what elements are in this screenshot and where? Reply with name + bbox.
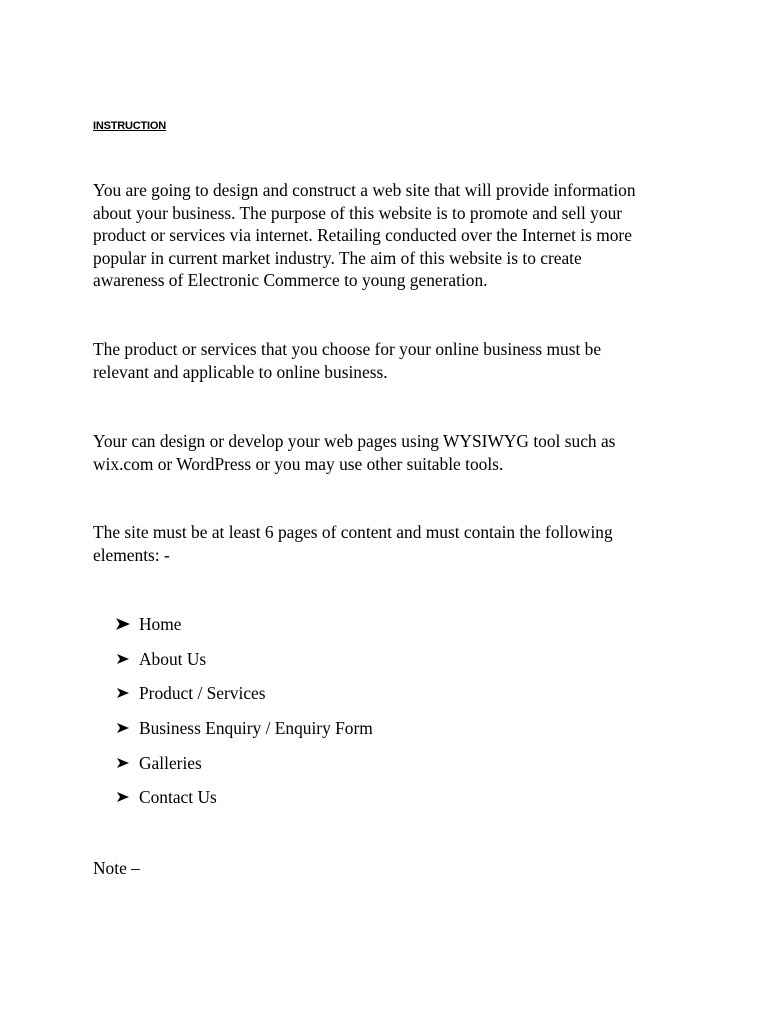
paragraph-line: awareness of Electronic Commerce to young generation. <box>93 270 488 291</box>
list-item-label: Contact Us <box>139 787 217 808</box>
paragraph-line: elements: - <box>93 544 170 565</box>
paragraph-line: The site must be at least 6 pages of content and must contain the following <box>93 522 613 542</box>
list-item <box>115 682 373 717</box>
list-item <box>115 717 373 752</box>
paragraph-line: You are going to design and construct a web site that will provide information <box>93 180 636 200</box>
list-item-label: Product / Services <box>139 683 266 704</box>
required-elements-list <box>115 613 373 821</box>
list-item <box>115 752 373 787</box>
list-item-label: About Us <box>139 648 207 669</box>
paragraph-line: product or services via internet. Retailing conducted over the Internet is more <box>93 225 632 246</box>
list-item <box>115 613 373 648</box>
note-label: Note – <box>93 858 140 878</box>
paragraph-line: wix.com or WordPress or you may use other suitable tools. <box>93 453 504 474</box>
tools-paragraph <box>93 430 693 475</box>
arrowhead-bullet-icon <box>115 717 139 739</box>
intro-paragraph <box>93 179 693 292</box>
paragraph-line: The product or services that you choose for your online business must be <box>93 339 602 359</box>
arrowhead-bullet-icon <box>115 682 139 704</box>
requirements-paragraph <box>93 521 693 566</box>
arrowhead-bullet-icon <box>115 786 139 808</box>
paragraph-line: about your business. The purpose of this website is to promote and sell your <box>93 202 623 223</box>
list-item-label: Business Enquiry / Enquiry Form <box>139 718 373 739</box>
arrowhead-bullet-icon <box>115 752 139 774</box>
list-item-label: Home <box>139 614 182 634</box>
list-item <box>115 648 373 683</box>
list-item-label: Galleries <box>139 752 202 773</box>
product-paragraph <box>93 338 693 383</box>
paragraph-line: relevant and applicable to online business. <box>93 361 388 382</box>
paragraph-line: Your can design or develop your web pages using WYSIWYG tool such as <box>93 431 616 451</box>
paragraph-line: popular in current market industry. The aim of this website is to create <box>93 247 582 268</box>
arrowhead-bullet-icon <box>115 613 139 635</box>
arrowhead-bullet-icon <box>115 648 139 670</box>
list-item <box>115 786 373 821</box>
instruction-heading: INSTRUCTION <box>93 120 166 132</box>
